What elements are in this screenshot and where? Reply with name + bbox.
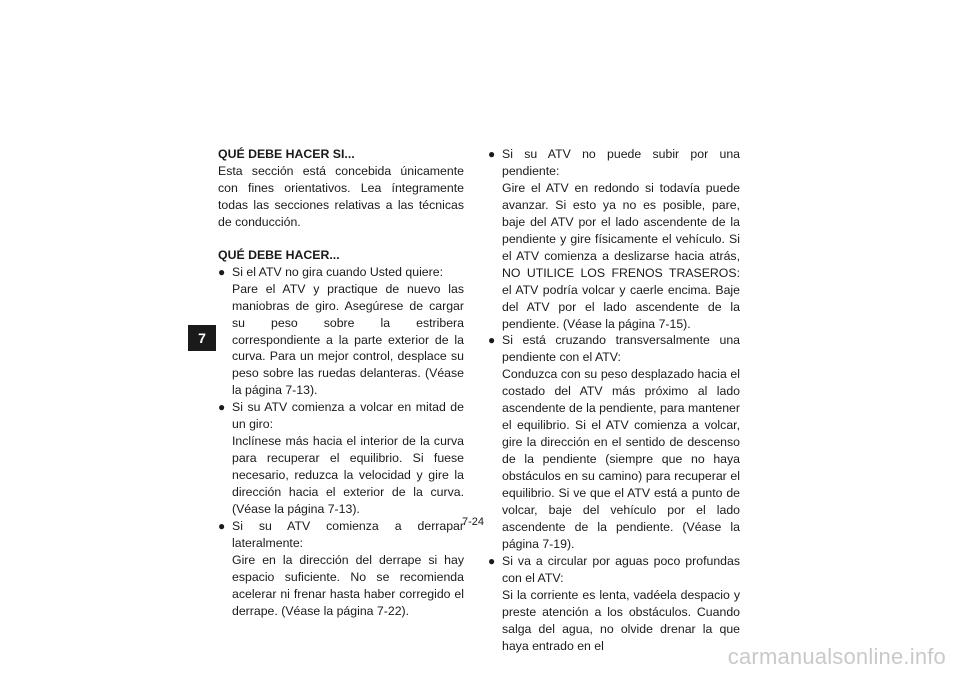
list-item-text: Pare el ATV y practique de nuevo las maniobras de giro. Asegúrese de cargar su peso sobre la estribera correspondiente a la parte exterior de la curva. Para un mejor control, desplace su peso sobre las ruedas delanteras. (Véase la página 7-13). bbox=[232, 281, 464, 398]
intro-paragraph: Esta sección está concebida únicamente con fines orientativos. Lea íntegramente todas las secciones relativas a las técnicas de conducción. bbox=[218, 163, 464, 229]
section-heading: QUÉ DEBE HACER SI... bbox=[218, 147, 355, 161]
bullet-icon: ● bbox=[218, 264, 226, 279]
list-item bbox=[488, 553, 740, 655]
list-item bbox=[488, 146, 740, 332]
bullet-icon: ● bbox=[218, 519, 226, 534]
list-item-text: Inclínese más hacia el interior de la curva para recuperar el equilibrio. Si fuese necesario, reduzca la velocidad y gire la dirección hacia el exterior de la curva. (Véase la página 7-13). bbox=[232, 434, 464, 517]
bullet-icon: ● bbox=[488, 147, 496, 161]
watermark-link[interactable]: carmanualsonline.info bbox=[727, 644, 946, 669]
bullet-icon: ● bbox=[488, 333, 496, 348]
list-item-text: Gire el ATV en redondo si todavía puede avanzar. Si esto ya no es posible, pare, baje del ATV por el lado ascendente de la pendiente y gire físicamente el vehículo. Si el ATV comienza a deslizarse hacia atrás, NO UTILICE LOS FRENOS TRASEROS: el ATV podría volcar y caerle encima. Baje del ATV por el lado ascendente de la pendiente. (Véase la página 7-15). bbox=[502, 180, 740, 331]
right-column bbox=[488, 146, 740, 655]
list-item-title: Si está cruzando transversalmente una pendiente con el ATV: bbox=[502, 333, 740, 365]
bullet-icon: ● bbox=[218, 400, 226, 415]
page-number: 7-24 bbox=[462, 516, 485, 528]
bullet-icon: ● bbox=[488, 553, 496, 568]
subsection-heading: QUÉ DEBE HACER... bbox=[218, 247, 340, 262]
list-item bbox=[218, 264, 464, 400]
left-column bbox=[218, 146, 464, 620]
list-item bbox=[218, 399, 464, 518]
list-item-text: Si la corriente es lenta, vadéela despacio y preste atención a los obstáculos. Cuando salga del agua, no olvide drenar la que haya entrado en el bbox=[502, 587, 740, 653]
list-item-title: Si su ATV comienza a derrapar lateralmente: bbox=[232, 519, 464, 550]
chapter-tab: 7 bbox=[188, 325, 216, 351]
list-item-text: Conduzca con su peso desplazado hacia el costado del ATV más próximo al lado ascendente de la pendiente, para mantener el equilibrio. Si el ATV comienza a volcar, gire la dirección en el sentido de descenso de la pendiente (siempre que no haya obstáculos en su camino) para recuperar el equilibrio. Si ve que el ATV está a punto de volcar, baje del vehículo por el lado ascendente de la pendiente. (Véase la página 7-19). bbox=[502, 367, 740, 551]
list-item-text: Gire en la dirección del derrape si hay espacio suficiente. No se recomienda acelerar ni frenar hasta haber corregido el derrape. (Véase la página 7-22). bbox=[232, 552, 464, 618]
list-item-title: Si su ATV comienza a volcar en mitad de un giro: bbox=[232, 400, 464, 432]
list-item-title: Si el ATV no gira cuando Usted quiere: bbox=[232, 264, 443, 279]
list-item-title: Si su ATV no puede subir por una pendiente: bbox=[502, 147, 740, 178]
list-item bbox=[488, 332, 740, 552]
list-item bbox=[218, 518, 464, 620]
list-item-title: Si va a circular por aguas poco profundas con el ATV: bbox=[502, 553, 740, 585]
